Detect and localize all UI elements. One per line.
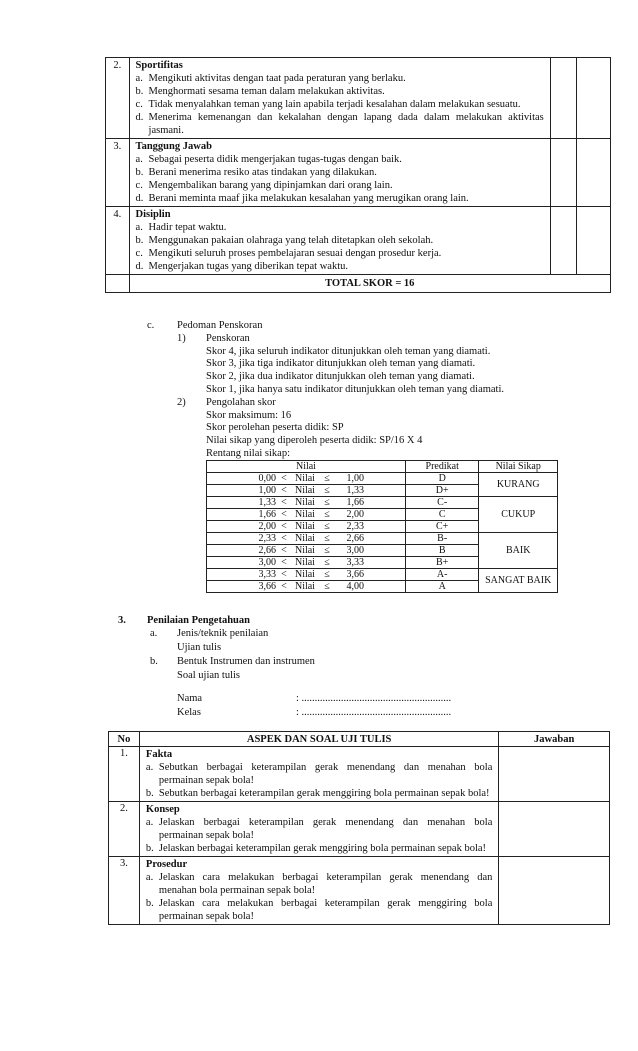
pedoman-title: Pedoman Penskoran <box>177 320 263 331</box>
section-number: 3. <box>118 615 126 626</box>
p2-title: Pengolahan skor <box>206 397 276 408</box>
row-number: 2. <box>106 58 130 139</box>
nilai-word: Nilai <box>294 485 315 496</box>
indicator-text: Hadir tepat waktu. <box>148 222 227 233</box>
less-equal-sign: ≤ <box>324 557 330 568</box>
rentang-row <box>207 497 558 509</box>
row-number: 3. <box>106 139 130 207</box>
range-low: 3,00 <box>258 557 276 568</box>
range-low: 2,33 <box>258 533 276 544</box>
less-than-sign: < <box>281 485 287 496</box>
row-title: Disiplin <box>135 209 171 220</box>
aspek-title: Prosedur <box>145 859 188 870</box>
nilai-word: Nilai <box>294 473 315 484</box>
row-content <box>129 139 550 207</box>
predikat-cell: C+ <box>405 521 478 533</box>
question-text: Jelaskan cara melakukan berbagai keterampilan gerak menendang dan menahan bola permainan sepak bola! <box>158 872 493 896</box>
less-equal-sign: ≤ <box>324 569 330 580</box>
section-title: Penilaian Pengetahuan <box>147 615 250 626</box>
row-title: Tanggung Jawab <box>135 141 212 152</box>
less-than-sign: < <box>281 521 287 532</box>
soal-content <box>139 747 498 802</box>
less-equal-sign: ≤ <box>324 533 330 544</box>
row-content <box>129 58 550 139</box>
indicator-item <box>136 192 544 205</box>
predikat-cell: B+ <box>405 557 478 569</box>
indicator-item <box>136 247 544 260</box>
predikat-cell: C <box>405 509 478 521</box>
range-high: 4,00 <box>346 581 364 592</box>
header-aspek: ASPEK DAN SOAL UJI TULIS <box>139 732 498 747</box>
row-number: 1. <box>109 747 140 802</box>
score-cell[interactable] <box>576 139 610 207</box>
nilai-range <box>207 545 406 557</box>
range-high: 2,66 <box>346 533 364 544</box>
question-text: Jelaskan berbagai keterampilan gerak menendang dan menahan bola permainan sepak bola! <box>158 817 493 841</box>
nilai-word: Nilai <box>294 509 315 520</box>
nilai-range <box>207 521 406 533</box>
aspek-title: Fakta <box>145 749 173 760</box>
question-letter: a. <box>145 762 154 773</box>
less-than-sign: < <box>281 473 287 484</box>
less-than-sign: < <box>281 545 287 556</box>
less-equal-sign: ≤ <box>324 521 330 532</box>
row-number: 4. <box>106 207 130 275</box>
range-expression <box>207 497 405 508</box>
nama-label: Nama <box>177 693 203 704</box>
question-item <box>146 816 492 842</box>
indicator-item <box>136 234 544 247</box>
total-score: TOTAL SKOR = 16 <box>129 275 610 293</box>
nilai-word: Nilai <box>294 521 315 532</box>
nilai-range <box>207 569 406 581</box>
p2-number: 2) <box>177 397 186 408</box>
less-equal-sign: ≤ <box>324 473 330 484</box>
question-letter: b. <box>145 843 154 854</box>
predikat-cell: A <box>405 581 478 593</box>
nilai-range <box>207 581 406 593</box>
indicator-text: Menghormati sesama teman dalam melakukan aktivitas. <box>148 86 385 97</box>
indicator-letter: b. <box>135 167 144 178</box>
nilai-range <box>207 509 406 521</box>
nilai-word: Nilai <box>294 497 315 508</box>
score-cell[interactable] <box>576 207 610 275</box>
range-expression <box>207 509 405 520</box>
range-expression <box>207 581 405 592</box>
soal-row <box>109 747 610 802</box>
range-high: 2,33 <box>346 521 364 532</box>
indicator-text: Menggunakan pakaian olahraga yang telah ditetapkan oleh sekolah. <box>148 235 434 246</box>
range-low: 2,66 <box>258 545 276 556</box>
predikat-cell: D+ <box>405 485 478 497</box>
indicator-text: Berani meminta maaf jika melakukan kesalahan yang merugikan orang lain. <box>148 193 469 204</box>
indicator-text: Sebagai peserta didik mengerjakan tugas-tugas dengan baik. <box>148 154 402 165</box>
less-equal-sign: ≤ <box>324 509 330 520</box>
range-high: 3,66 <box>346 569 364 580</box>
item-a-value: Ujian tulis <box>177 642 222 653</box>
nilai-word: Nilai <box>294 581 315 592</box>
soal-content <box>139 802 498 857</box>
indicator-text: Tidak menyalahkan teman yang lain apabila terjadi kesalahan dalam melakukan sesuatu. <box>148 99 521 110</box>
jawaban-cell[interactable] <box>499 802 610 857</box>
aspek-title: Konsep <box>145 804 180 815</box>
question-letter: a. <box>145 872 154 883</box>
sikap-row <box>106 139 611 207</box>
question-item <box>146 842 492 855</box>
predikat-cell: A- <box>405 569 478 581</box>
item-b-label: b. <box>150 656 158 667</box>
indicator-item <box>136 72 544 85</box>
p1-title: Penskoran <box>206 333 250 344</box>
indicator-letter: b. <box>135 235 144 246</box>
indicator-item <box>136 221 544 234</box>
nilai-range <box>207 533 406 545</box>
range-high: 3,00 <box>346 545 364 556</box>
nilai-sikap-formula: Nilai sikap yang diperoleh peserta didik: SP/16 X 4 <box>206 435 423 446</box>
indicator-letter: a. <box>135 154 143 165</box>
indicator-letter: d. <box>135 261 144 272</box>
indicator-letter: c. <box>135 248 143 259</box>
range-low: 3,66 <box>258 581 276 592</box>
question-text: Jelaskan berbagai keterampilan gerak menggiring bola permainan sepak bola! <box>158 843 487 854</box>
nama-field[interactable]: : ......................................................... <box>296 693 452 704</box>
rentang-label: Rentang nilai sikap: <box>206 448 290 459</box>
range-expression <box>207 521 405 532</box>
range-expression <box>207 557 405 568</box>
range-low: 3,33 <box>258 569 276 580</box>
soal-row <box>109 857 610 925</box>
jawaban-cell[interactable] <box>499 857 610 925</box>
kelas-label: Kelas <box>177 707 201 718</box>
item-a-title: Jenis/teknik penilaian <box>177 628 269 639</box>
skor-1: Skor 1, jika hanya satu indikator ditunjukkan oleh teman yang diamati. <box>206 384 505 395</box>
less-equal-sign: ≤ <box>324 497 330 508</box>
skor-2: Skor 2, jika dua indikator ditunjukkan oleh teman yang diamati. <box>206 371 475 382</box>
indicator-item <box>136 111 544 137</box>
p1-number: 1) <box>177 333 186 344</box>
range-low: 1,66 <box>258 509 276 520</box>
range-expression <box>207 473 405 484</box>
predikat-cell: C- <box>405 497 478 509</box>
question-letter: b. <box>145 898 154 909</box>
item-b-value: Soal ujian tulis <box>177 670 240 681</box>
score-cell[interactable] <box>550 139 576 207</box>
range-low: 0,00 <box>258 473 276 484</box>
indicator-item <box>136 260 544 273</box>
total-row <box>106 275 611 293</box>
question-text: Jelaskan cara melakukan berbagai keterampilan gerak menggiring bola permainan sepak bola! <box>158 898 493 922</box>
less-equal-sign: ≤ <box>324 581 330 592</box>
predikat-cell: D <box>405 473 478 485</box>
indicator-item <box>136 166 544 179</box>
less-than-sign: < <box>281 497 287 508</box>
header-nilai-sikap: Nilai Sikap <box>479 461 558 473</box>
question-text: Sebutkan berbagai keterampilan gerak menendang dan menahan bola permainan sepak bola! <box>158 762 493 786</box>
indicator-item <box>136 179 544 192</box>
range-high: 1,00 <box>346 473 364 484</box>
less-than-sign: < <box>281 569 287 580</box>
score-cell[interactable] <box>550 207 576 275</box>
skor-maksimum: Skor maksimum: 16 <box>206 410 292 421</box>
row-number: 3. <box>109 857 140 925</box>
range-expression <box>207 545 405 556</box>
question-item <box>146 787 492 800</box>
indicator-text: Mengikuti seluruh proses pembelajaran sesuai dengan prosedur kerja. <box>148 248 442 259</box>
indicator-item <box>136 153 544 166</box>
range-high: 1,33 <box>346 485 364 496</box>
total-empty <box>106 275 130 293</box>
row-content <box>129 207 550 275</box>
label-c: c. <box>147 320 155 331</box>
sikap-table <box>105 57 611 293</box>
rentang-nilai-table <box>206 460 558 593</box>
range-low: 1,33 <box>258 497 276 508</box>
less-equal-sign: ≤ <box>324 485 330 496</box>
indicator-item <box>136 98 544 111</box>
rentang-row <box>207 473 558 485</box>
item-a-label: a. <box>150 628 158 639</box>
range-expression <box>207 533 405 544</box>
nilai-sikap-cell: CUKUP <box>479 497 558 533</box>
header-no: No <box>109 732 140 747</box>
nilai-range <box>207 473 406 485</box>
less-than-sign: < <box>281 581 287 592</box>
item-b-title: Bentuk Instrumen dan instrumen <box>177 656 315 667</box>
skor-4: Skor 4, jika seluruh indikator ditunjukkan oleh teman yang diamati. <box>206 346 491 357</box>
less-than-sign: < <box>281 557 287 568</box>
question-item <box>146 871 492 897</box>
range-high: 1,66 <box>346 497 364 508</box>
header-predikat: Predikat <box>405 461 478 473</box>
indicator-letter: b. <box>135 86 144 97</box>
nilai-range <box>207 485 406 497</box>
range-high: 3,33 <box>346 557 364 568</box>
soal-table <box>108 731 610 925</box>
indicator-letter: c. <box>135 180 143 191</box>
indicator-text: Mengikuti aktivitas dengan taat pada peraturan yang berlaku. <box>148 73 406 84</box>
skor-perolehan: Skor perolehan peserta didik: SP <box>206 422 344 433</box>
nilai-word: Nilai <box>294 557 315 568</box>
range-high: 2,00 <box>346 509 364 520</box>
sikap-row <box>106 207 611 275</box>
indicator-letter: c. <box>135 99 143 110</box>
question-item <box>146 761 492 787</box>
range-low: 1,00 <box>258 485 276 496</box>
nilai-word: Nilai <box>294 533 315 544</box>
rentang-row <box>207 569 558 581</box>
less-equal-sign: ≤ <box>324 545 330 556</box>
predikat-cell: B- <box>405 533 478 545</box>
sikap-row <box>106 58 611 139</box>
question-item <box>146 897 492 923</box>
range-low: 2,00 <box>258 521 276 532</box>
indicator-letter: a. <box>135 73 143 84</box>
nilai-sikap-cell: SANGAT BAIK <box>479 569 558 593</box>
soal-row <box>109 802 610 857</box>
question-text: Sebutkan berbagai keterampilan gerak menggiring bola permainan sepak bola! <box>158 788 490 799</box>
row-number: 2. <box>109 802 140 857</box>
row-title: Sportifitas <box>135 60 183 71</box>
nilai-sikap-cell: KURANG <box>479 473 558 497</box>
less-than-sign: < <box>281 533 287 544</box>
nilai-sikap-cell: BAIK <box>479 533 558 569</box>
question-letter: b. <box>145 788 154 799</box>
indicator-letter: d. <box>135 193 144 204</box>
nilai-range <box>207 557 406 569</box>
nilai-word: Nilai <box>294 545 315 556</box>
score-cell[interactable] <box>550 58 576 139</box>
nilai-range <box>207 497 406 509</box>
soal-content <box>139 857 498 925</box>
header-nilai: Nilai <box>207 461 406 473</box>
jawaban-cell[interactable] <box>499 747 610 802</box>
predikat-cell: B <box>405 545 478 557</box>
indicator-letter: d. <box>135 112 144 123</box>
range-expression <box>207 569 405 580</box>
indicator-item <box>136 85 544 98</box>
indicator-text: Berani menerima resiko atas tindakan yang dilakukan. <box>148 167 377 178</box>
skor-3: Skor 3, jika tiga indikator ditunjukkan oleh teman yang diamati. <box>206 358 476 369</box>
indicator-letter: a. <box>135 222 143 233</box>
score-cell[interactable] <box>576 58 610 139</box>
range-expression <box>207 485 405 496</box>
indicator-text: Mengerjakan tugas yang diberikan tepat waktu. <box>148 261 348 272</box>
indicator-text: Mengembalikan barang yang dipinjamkan dari orang lain. <box>148 180 393 191</box>
nilai-word: Nilai <box>294 569 315 580</box>
question-letter: a. <box>145 817 154 828</box>
header-jawaban: Jawaban <box>499 732 610 747</box>
kelas-field[interactable]: : ......................................................... <box>296 707 452 718</box>
indicator-text: Menerima kemenangan dan kekalahan dengan lapang dada dalam melakukan aktivitas jasmani. <box>148 112 544 136</box>
rentang-row <box>207 533 558 545</box>
less-than-sign: < <box>281 509 287 520</box>
